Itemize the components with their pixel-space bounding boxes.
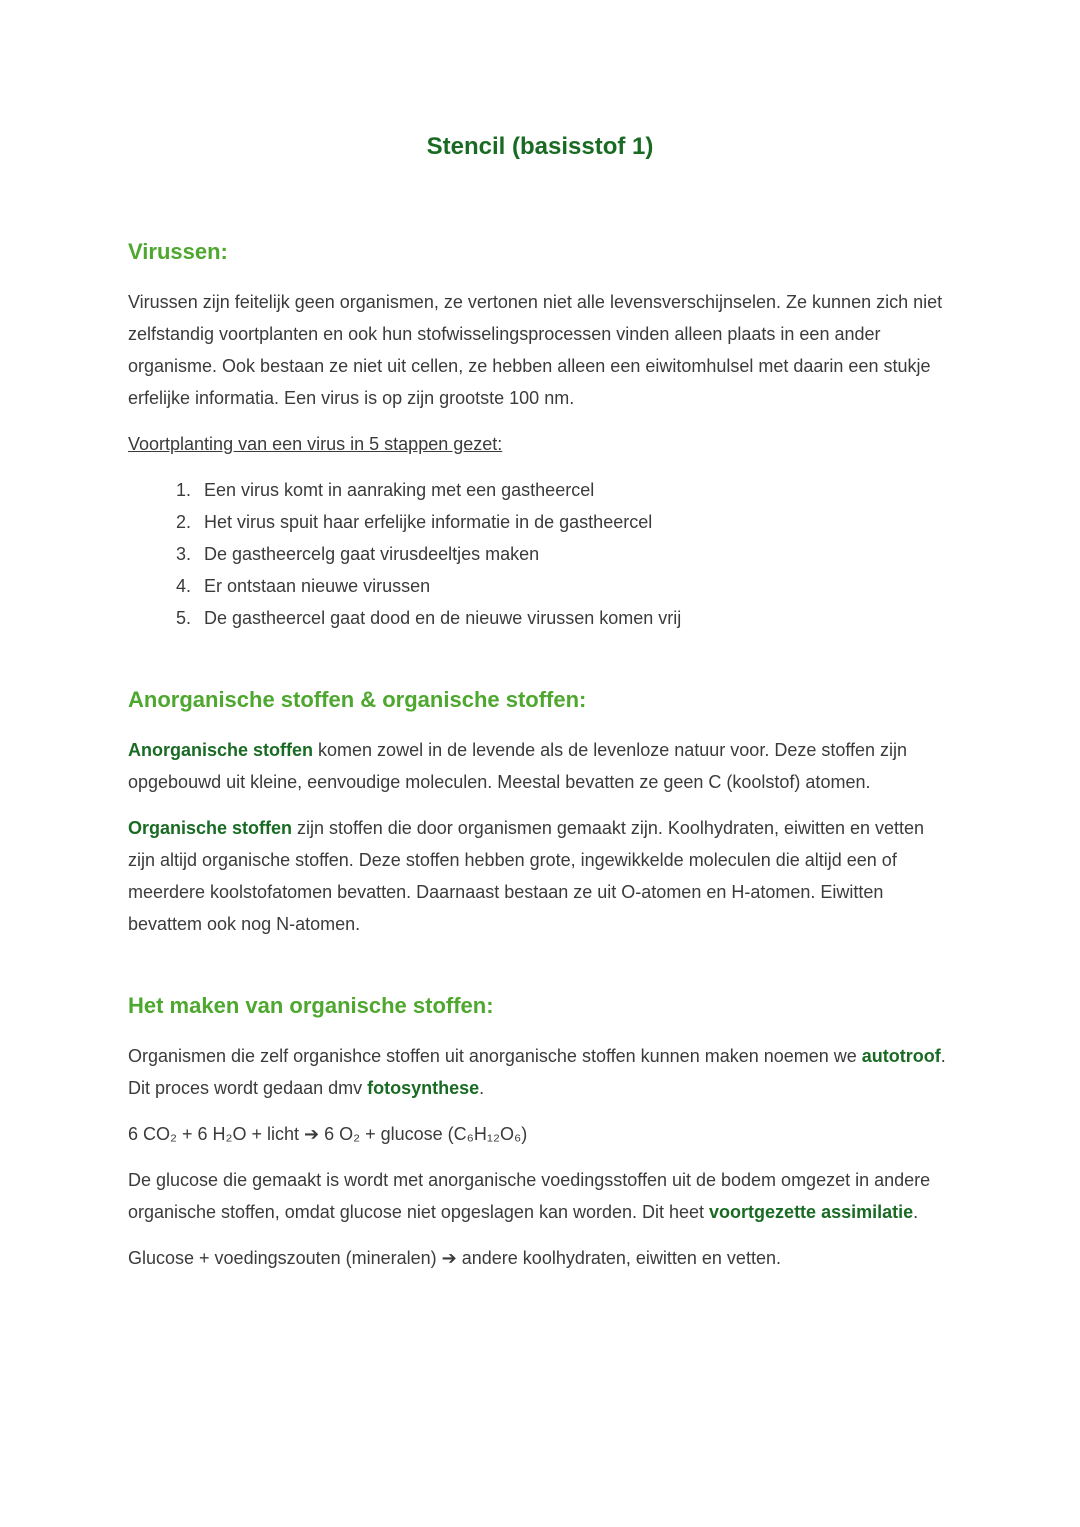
autotroof-end-text: . <box>479 1078 485 1098</box>
organische-stoffen-text: zijn stoffen die door organismen gemaakt zijn. Koolhydraten, eiwitten en vetten zijn altijd organische stoffen. Deze stoffen hebben grote, ingewikkelde moleculen die altijd een of meerdere koolstofatomen bevatten. Daarnaast bestaan ze uit O-atomen en H-atomen. Eiwitten bevattem ook nog N-atomen. <box>128 818 925 934</box>
virussen-heading: Virussen: <box>128 239 228 264</box>
stoffen-heading: Anorganische stoffen & organische stoffen: <box>128 687 587 712</box>
autotroof-paragraph <box>128 1040 952 1104</box>
organische-paragraph <box>128 812 952 940</box>
glucose-pre-text: De glucose die gemaakt is wordt met anorganische voedingsstoffen uit de bodem omgezet in andere organische stoffen, omdat glucose niet opgeslagen kan worden. Dit heet <box>128 1170 931 1222</box>
mineralen-line: Glucose + voedingszouten (mineralen) ➔ andere koolhydraten, eiwitten en vetten. <box>128 1248 781 1268</box>
virus-step-4: 4. Er ontstaan nieuwe virussen <box>196 570 952 602</box>
autotroof-mid-text: . Dit proces wordt gedaan dmv <box>128 1046 946 1098</box>
maken-heading: Het maken van organische stoffen: <box>128 993 494 1018</box>
virussen-paragraph: Virussen zijn feitelijk geen organismen, ze vertonen niet alle levensverschijnselen. Ze kunnen zich niet zelfstandig voortplanten en ook hun stofwisselingsprocessen vinden alleen plaats in een ander organisme. Ook bestaan ze niet uit cellen, ze hebben alleen een eiwitomhulsel met daarin een stukje erfelijke informatia. Een virus is op zijn grootste 100 nm. <box>128 292 943 408</box>
section-virussen <box>128 238 952 634</box>
autotroof-term: autotroof <box>861 1046 941 1066</box>
autotroof-pre-text: Organismen die zelf organishce stoffen uit anorganische stoffen kunnen maken noemen we <box>128 1046 862 1066</box>
glucose-end-text: . <box>913 1202 919 1222</box>
virus-step-3: 3. De gastheercelg gaat virusdeeltjes maken <box>196 538 952 570</box>
anorganische-stoffen-text: komen zowel in de levende als de levenloze natuur voor. Deze stoffen zijn opgebouwd uit kleine, eenvoudige moleculen. Meestal bevatten ze geen C (koolstof) atomen. <box>128 740 908 792</box>
anorganische-stoffen-term: Anorganische stoffen <box>128 740 314 760</box>
virus-step-1: 1. Een virus komt in aanraking met een gastheercel <box>196 474 952 506</box>
fotosynthese-term: fotosynthese <box>367 1078 480 1098</box>
organische-stoffen-term: Organische stoffen <box>128 818 293 838</box>
glucose-paragraph <box>128 1164 952 1228</box>
virus-step-5: 5. De gastheercel gaat dood en de nieuwe virussen komen vrij <box>196 602 952 634</box>
document-title: Stencil (basisstof 1) <box>426 133 654 160</box>
virus-steps-list <box>128 474 952 634</box>
anorganische-paragraph <box>128 734 952 798</box>
fotosynthese-formula: 6 CO₂ + 6 H₂O + licht ➔ 6 O₂ + glucose (C₆H₁₂O₆) <box>128 1124 528 1144</box>
virus-step-2: 2. Het virus spuit haar erfelijke informatie in de gastheercel <box>196 506 952 538</box>
assimilatie-term: voortgezette assimilatie <box>709 1202 914 1222</box>
section-stoffen <box>128 686 952 940</box>
section-maken <box>128 992 952 1274</box>
virus-steps-heading: Voortplanting van een virus in 5 stappen gezet: <box>128 434 503 454</box>
